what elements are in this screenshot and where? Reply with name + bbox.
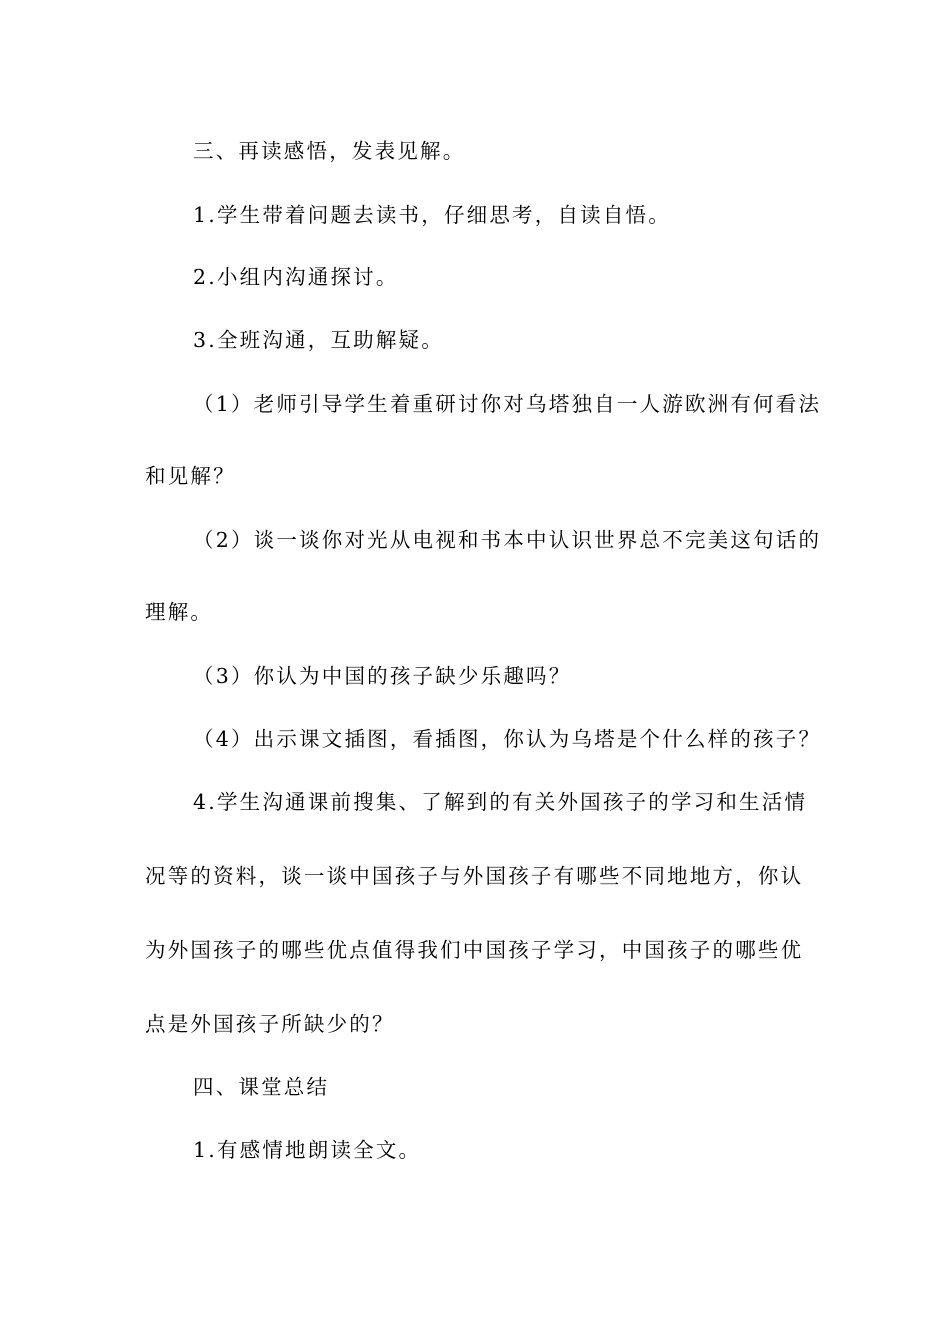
paragraph-line: 理解。 bbox=[145, 600, 214, 624]
paragraph-line: （1）老师引导学生着重研讨你对乌塔独自一人游欧洲有何看法 bbox=[193, 392, 822, 416]
paragraph-line: 点是外国孩子所缺少的？ bbox=[145, 1012, 395, 1036]
paragraph-line: （3）你认为中国的孩子缺少乐趣吗？ bbox=[193, 664, 572, 688]
paragraph-line: 1.有感情地朗读全文。 bbox=[193, 1138, 422, 1162]
paragraph-line: （2）谈一谈你对光从电视和书本中认识世界总不完美这句话的 bbox=[193, 528, 822, 552]
section-heading-3: 三、再读感悟，发表见解。 bbox=[193, 139, 466, 163]
section-heading-4: 四、课堂总结 bbox=[193, 1075, 330, 1099]
paragraph-line: 1.学生带着问题去读书，仔细思考，自读自悟。 bbox=[193, 203, 671, 227]
paragraph-line: 为外国孩子的哪些优点值得我们中国孩子学习，中国孩子的哪些优 bbox=[145, 938, 804, 962]
paragraph-line: 3.全班沟通，互助解疑。 bbox=[193, 328, 444, 352]
paragraph-line: 2.小组内沟通探讨。 bbox=[193, 265, 399, 289]
paragraph-line: 4.学生沟通课前搜集、了解到的有关外国孩子的学习和生活情 bbox=[193, 790, 808, 814]
paragraph-line: 况等的资料，谈一谈中国孩子与外国孩子有哪些不同地地方，你认 bbox=[145, 864, 804, 888]
paragraph-line: （4）出示课文插图，看插图，你认为乌塔是个什么样的孩子？ bbox=[193, 727, 822, 751]
paragraph-line: 和见解？ bbox=[145, 464, 236, 488]
